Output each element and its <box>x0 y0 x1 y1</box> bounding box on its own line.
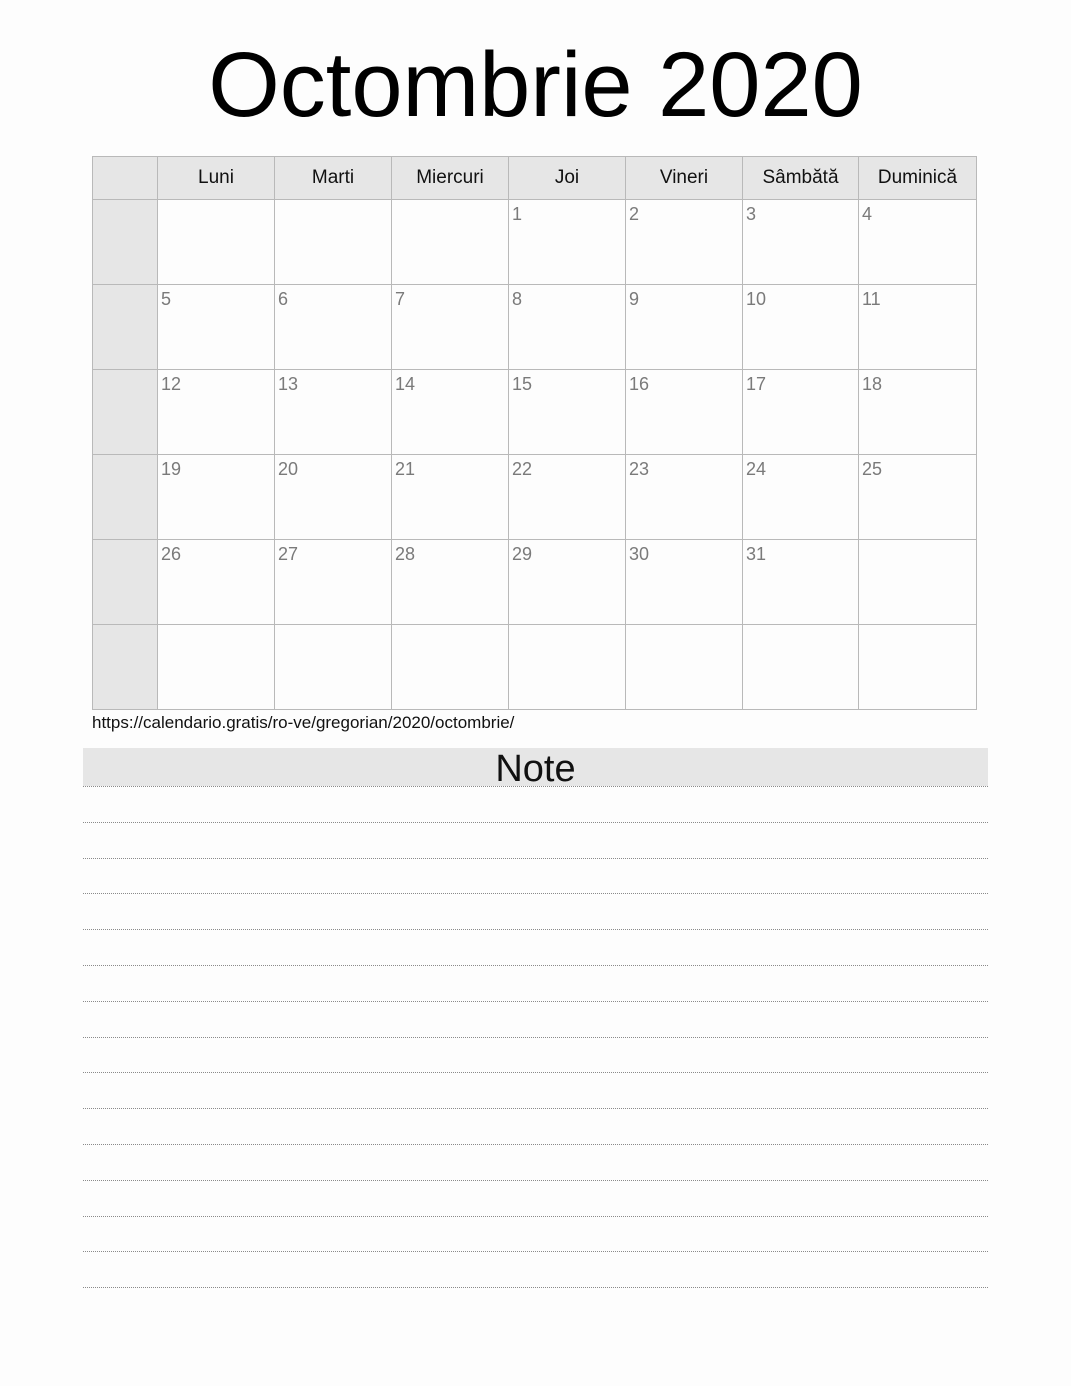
day-number: 25 <box>862 459 883 479</box>
day-number: 12 <box>161 374 182 394</box>
day-cell <box>392 540 509 625</box>
note-line <box>83 858 988 859</box>
day-cell <box>859 285 977 370</box>
day-cell <box>626 370 743 455</box>
day-number <box>275 625 391 629</box>
day-number <box>859 625 976 629</box>
day-cell <box>626 455 743 540</box>
day-number: 9 <box>629 289 640 309</box>
day-cell <box>275 540 392 625</box>
day-cell <box>158 370 275 455</box>
day-cell <box>743 625 859 710</box>
day-cell <box>158 455 275 540</box>
note-line <box>83 786 988 787</box>
week-number-cell <box>93 625 158 710</box>
day-number: 16 <box>629 374 650 394</box>
day-number: 18 <box>862 374 883 394</box>
day-number: 23 <box>629 459 650 479</box>
weekday-header: Luni <box>158 157 275 200</box>
day-number: 2 <box>629 204 640 224</box>
week-number-header <box>93 157 158 200</box>
day-number <box>275 200 391 204</box>
day-cell <box>509 625 626 710</box>
day-cell <box>158 285 275 370</box>
note-line <box>83 1144 988 1145</box>
day-number <box>158 200 274 204</box>
day-cell <box>509 200 626 285</box>
day-cell <box>743 540 859 625</box>
day-number: 29 <box>512 544 533 564</box>
day-number: 7 <box>395 289 406 309</box>
day-cell <box>626 625 743 710</box>
day-cell <box>743 455 859 540</box>
day-number <box>158 625 274 629</box>
day-number <box>859 540 976 544</box>
day-cell <box>859 540 977 625</box>
week-number-cell <box>93 455 158 540</box>
day-cell <box>275 455 392 540</box>
week-number-cell <box>93 200 158 285</box>
day-number: 26 <box>161 544 182 564</box>
day-cell <box>158 625 275 710</box>
day-number: 14 <box>395 374 416 394</box>
day-cell <box>859 455 977 540</box>
day-number: 27 <box>278 544 299 564</box>
day-cell <box>509 370 626 455</box>
week-row <box>93 455 977 540</box>
weekday-header: Miercuri <box>392 157 509 200</box>
day-cell <box>392 625 509 710</box>
week-number-cell <box>93 285 158 370</box>
day-cell <box>859 625 977 710</box>
weekday-header: Vineri <box>626 157 743 200</box>
day-cell <box>743 370 859 455</box>
note-line <box>83 893 988 894</box>
page-title: Octombrie 2020 <box>208 34 863 136</box>
note-line <box>83 1216 988 1217</box>
day-cell <box>859 370 977 455</box>
day-cell <box>392 370 509 455</box>
day-number: 6 <box>278 289 289 309</box>
day-number: 17 <box>746 374 767 394</box>
day-cell <box>158 540 275 625</box>
weekday-header-row <box>93 157 977 200</box>
note-line <box>83 929 988 930</box>
week-row <box>93 540 977 625</box>
day-number: 22 <box>512 459 533 479</box>
day-number: 3 <box>746 204 757 224</box>
day-number: 8 <box>512 289 523 309</box>
day-cell <box>509 455 626 540</box>
week-row <box>93 625 977 710</box>
weekday-header: Sâmbătă <box>743 157 859 200</box>
day-number <box>743 625 858 629</box>
day-cell <box>158 200 275 285</box>
day-cell <box>392 285 509 370</box>
day-number <box>626 625 742 629</box>
day-cell <box>275 625 392 710</box>
note-line <box>83 1037 988 1038</box>
calendar-grid <box>92 156 977 710</box>
day-number: 5 <box>161 289 172 309</box>
note-line <box>83 1287 988 1288</box>
day-cell <box>859 200 977 285</box>
week-row <box>93 200 977 285</box>
day-number: 11 <box>862 289 881 309</box>
day-cell <box>743 200 859 285</box>
day-cell <box>275 370 392 455</box>
note-line <box>83 822 988 823</box>
week-row <box>93 285 977 370</box>
note-line <box>83 1108 988 1109</box>
day-number <box>392 625 508 629</box>
week-row <box>93 370 977 455</box>
day-cell <box>626 540 743 625</box>
day-cell <box>509 285 626 370</box>
weekday-header: Joi <box>509 157 626 200</box>
note-line <box>83 965 988 966</box>
day-cell <box>509 540 626 625</box>
day-cell <box>743 285 859 370</box>
week-number-cell <box>93 370 158 455</box>
day-cell <box>626 200 743 285</box>
source-url: https://calendario.gratis/ro-ve/gregorian/2020/octombrie/ <box>92 713 515 732</box>
day-number: 10 <box>746 289 767 309</box>
day-number: 20 <box>278 459 299 479</box>
notes-heading: Note <box>83 748 988 786</box>
day-number: 31 <box>746 544 767 564</box>
note-line <box>83 1180 988 1181</box>
day-number: 13 <box>278 374 299 394</box>
day-number <box>509 625 625 629</box>
day-number <box>392 200 508 204</box>
day-cell <box>275 200 392 285</box>
day-number: 1 <box>512 204 523 224</box>
day-cell <box>275 285 392 370</box>
day-cell <box>392 200 509 285</box>
day-cell <box>392 455 509 540</box>
weekday-header: Duminică <box>859 157 977 200</box>
note-line <box>83 1001 988 1002</box>
week-number-cell <box>93 540 158 625</box>
day-number: 15 <box>512 374 533 394</box>
day-number: 4 <box>862 204 873 224</box>
weekday-header: Marti <box>275 157 392 200</box>
calendar-body <box>93 200 977 710</box>
day-number: 19 <box>161 459 182 479</box>
note-line <box>83 1251 988 1252</box>
day-number: 30 <box>629 544 650 564</box>
day-cell <box>626 285 743 370</box>
day-number: 24 <box>746 459 767 479</box>
note-line <box>83 1072 988 1073</box>
day-number: 21 <box>395 459 416 479</box>
day-number: 28 <box>395 544 416 564</box>
